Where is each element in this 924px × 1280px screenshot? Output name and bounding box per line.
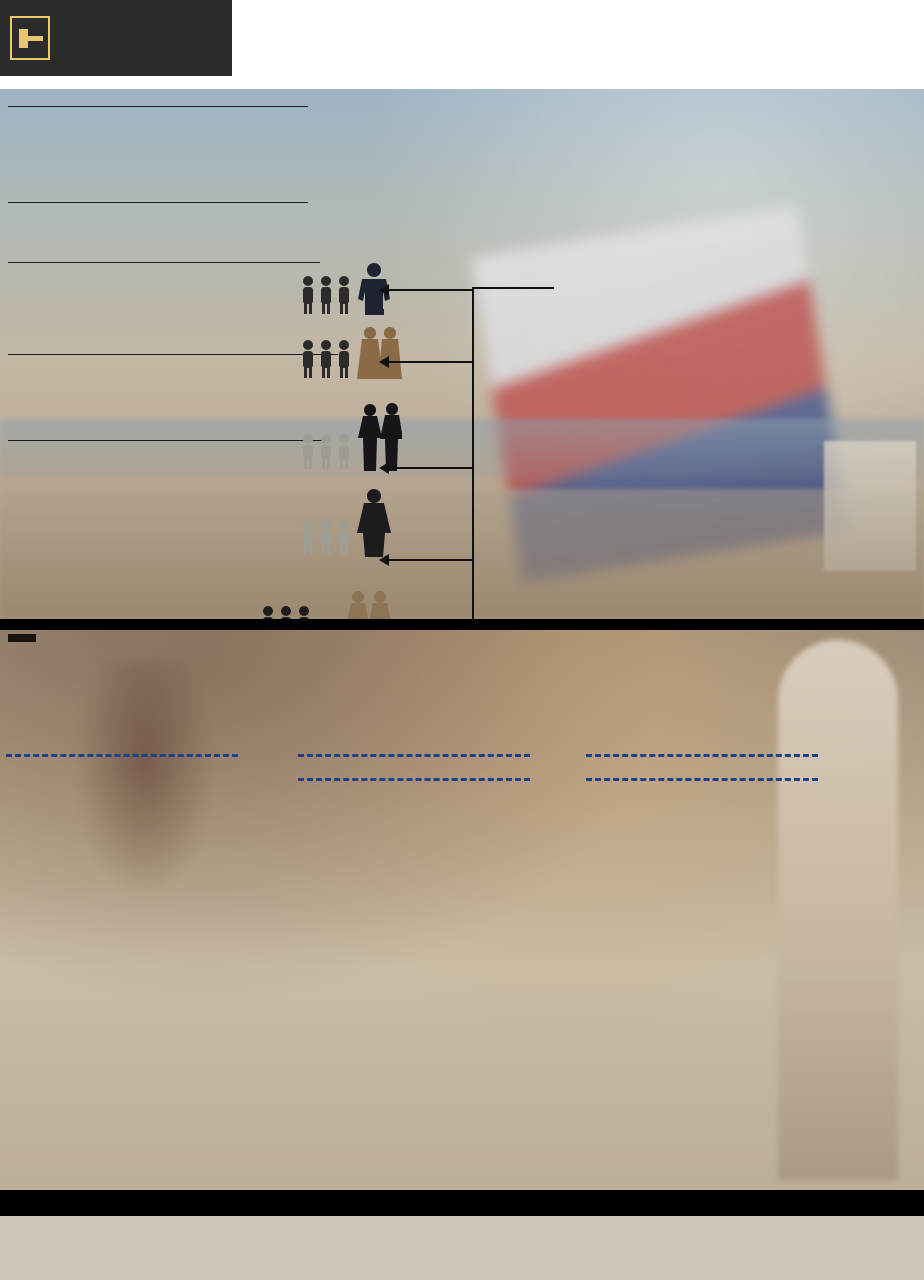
building-blur xyxy=(824,441,916,571)
category-block-military xyxy=(8,103,308,107)
woman-child-icons xyxy=(298,487,402,557)
top-panel xyxy=(0,89,924,619)
divider xyxy=(8,106,308,107)
category-block-tatars xyxy=(8,199,308,203)
logo-block xyxy=(0,0,232,76)
date-label-2017 xyxy=(8,634,36,642)
reference-dashed-line-3 xyxy=(586,754,818,757)
page-header xyxy=(0,0,924,76)
page-title xyxy=(232,0,924,76)
category-block-departures xyxy=(8,437,328,441)
key-icon xyxy=(10,16,50,60)
reference-dashed-line-3b xyxy=(586,778,818,781)
couple-icons xyxy=(298,401,402,471)
reference-dashed-line-2 xyxy=(298,754,530,757)
category-block-other xyxy=(8,259,320,263)
connector-bracket xyxy=(472,287,554,619)
divider xyxy=(8,202,308,203)
bottom-panel xyxy=(0,630,924,1190)
category-block-decline xyxy=(8,351,338,355)
reference-dashed-line-2b xyxy=(298,778,530,781)
tatar-family-icons xyxy=(298,323,402,379)
background-person-blur xyxy=(778,640,898,1180)
older-couple-icons xyxy=(258,589,402,619)
figure-group-departures xyxy=(258,589,402,619)
divider xyxy=(8,354,338,355)
figure-group-other xyxy=(298,401,402,471)
population-pictogram-2014 xyxy=(556,127,856,130)
divider xyxy=(8,440,328,441)
divider xyxy=(8,262,320,263)
arrow-to-military xyxy=(388,289,472,291)
beach-strip xyxy=(0,489,924,619)
section1-title xyxy=(0,76,924,89)
depopulation-summary-bar xyxy=(0,619,924,630)
background-figure-blur xyxy=(70,660,220,910)
arrow-to-other xyxy=(388,467,472,469)
reference-dashed-line-1 xyxy=(6,754,238,757)
figure-group-decline xyxy=(298,487,402,557)
sea-strip xyxy=(0,419,924,479)
footer-credit xyxy=(0,1190,924,1216)
section2-header xyxy=(0,630,924,644)
arrow-to-decline xyxy=(388,559,472,561)
arrow-to-tatars xyxy=(388,361,472,363)
figure-group-tatars xyxy=(298,323,402,379)
